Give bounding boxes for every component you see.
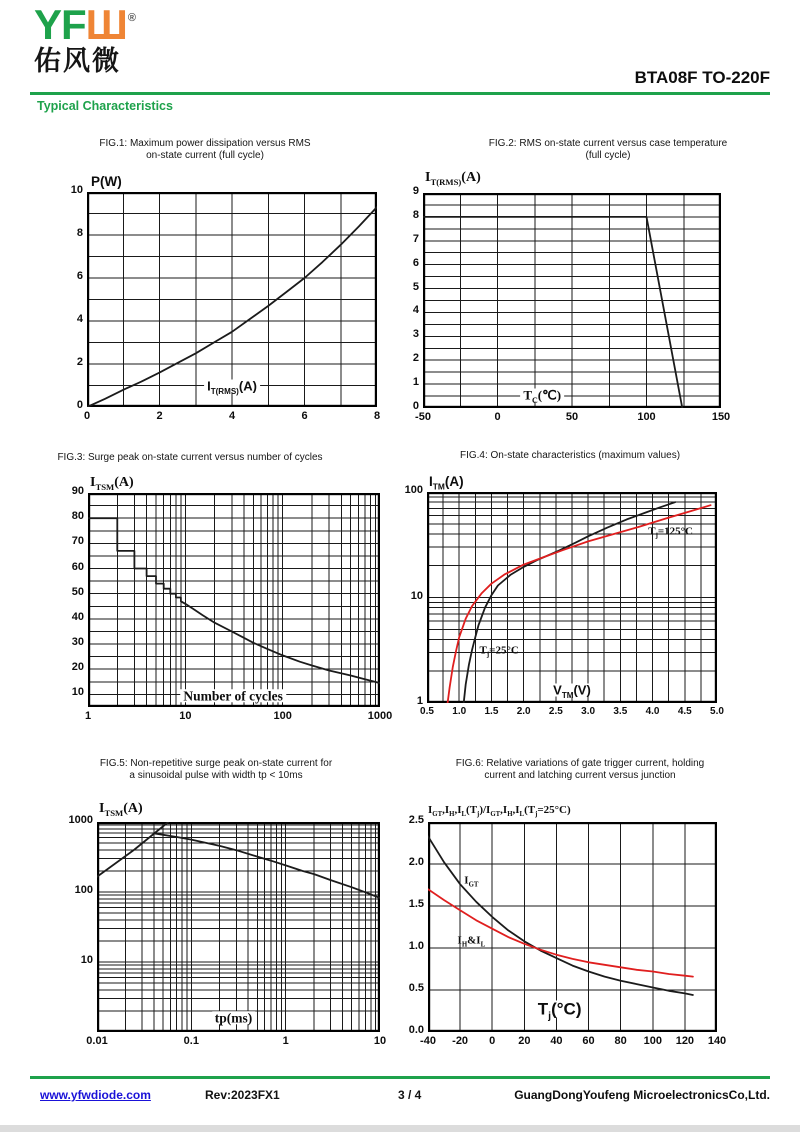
x-tick-label: 50 bbox=[565, 411, 579, 423]
x-tick-label: 2.5 bbox=[548, 706, 563, 717]
x-tick-label: 60 bbox=[582, 1035, 595, 1047]
fig2-plot bbox=[412, 185, 731, 423]
y-tick-label: 10 bbox=[410, 589, 423, 602]
x-tick-label: 3.5 bbox=[613, 706, 628, 717]
x-tick-label: 3.0 bbox=[581, 706, 596, 717]
y-tick-label: 30 bbox=[71, 636, 84, 649]
x-tick-label: 0.01 bbox=[86, 1035, 108, 1047]
figure-caption-line: FIG.5: Non-repetitive surge peak on-state current for bbox=[99, 758, 333, 769]
y-tick-label: 8 bbox=[76, 227, 83, 239]
y-tick-label: 6 bbox=[76, 270, 83, 282]
figure-4 bbox=[400, 448, 770, 738]
x-tick-label: 1 bbox=[282, 1035, 289, 1047]
figure-caption-line: FIG.3: Surge peak on-state current versus number of cycles bbox=[57, 452, 323, 463]
y-tick-label: 60 bbox=[71, 560, 84, 573]
plot-border bbox=[98, 823, 379, 1031]
x-tick-label: 8 bbox=[373, 410, 381, 422]
y-tick-label: 2.5 bbox=[408, 814, 424, 826]
x-tick-label: 140 bbox=[707, 1035, 727, 1047]
fig3-plot bbox=[71, 485, 393, 722]
x-tick-label: 80 bbox=[614, 1035, 627, 1047]
x-tick-label: 0.1 bbox=[183, 1035, 199, 1047]
revision-label: Rev:2023FX1 bbox=[205, 1088, 280, 1102]
figure-caption-line: FIG.1: Maximum power dissipation versus RMS bbox=[99, 138, 311, 149]
y-tick-label: 80 bbox=[71, 510, 84, 523]
y-tick-label: 1000 bbox=[68, 814, 93, 826]
y-tick-label: 5 bbox=[412, 280, 419, 293]
y-tick-label: 100 bbox=[404, 484, 423, 496]
curve-label-125c: $T_j=125^\circ C$ bbox=[648, 525, 693, 540]
registered-mark: ® bbox=[127, 12, 136, 24]
x-axis-label: tp(ms) bbox=[212, 1011, 256, 1025]
fig4-plot bbox=[404, 484, 724, 717]
x-tick-label: 4.0 bbox=[645, 706, 660, 717]
figure-caption bbox=[460, 450, 680, 462]
x-tick-label: -40 bbox=[420, 1035, 436, 1047]
header-rule bbox=[30, 92, 770, 95]
x-tick-label: 20 bbox=[518, 1035, 531, 1047]
y-tick-label: 0.5 bbox=[408, 982, 424, 994]
fig5-plot bbox=[68, 814, 387, 1047]
x-tick-label: 100 bbox=[273, 710, 292, 722]
y-tick-label: 10 bbox=[71, 686, 84, 699]
y-tick-label: 40 bbox=[71, 610, 84, 623]
y-axis-title: $I_{GT},I_H,I_L(T_j)/I_{GT},I_H,I_L(T_j=25^\circ C)$ bbox=[428, 804, 571, 819]
y-tick-label: 0 bbox=[412, 400, 419, 412]
y-axis-title: $I_{TSM}(A)$ bbox=[99, 801, 143, 818]
figure-1 bbox=[40, 136, 390, 436]
x-tick-label: 120 bbox=[675, 1035, 695, 1047]
y-tick-label: 3 bbox=[412, 328, 419, 341]
figure-2 bbox=[400, 136, 770, 436]
chart-canvas bbox=[423, 193, 721, 408]
curve-label-igt: $I_{GT}$ bbox=[464, 874, 479, 889]
logo-chinese-name: 佑风微 bbox=[34, 46, 121, 76]
y-tick-label: 1.0 bbox=[408, 940, 424, 952]
curve-label-ih-il: $I_H\&I_L$ bbox=[457, 934, 486, 949]
y-tick-label: 0 bbox=[76, 399, 83, 411]
y-tick-label: 100 bbox=[74, 884, 93, 896]
chart-canvas bbox=[88, 493, 380, 707]
figure-caption-line: current and latching current versus junction bbox=[484, 770, 676, 781]
figure-6 bbox=[400, 756, 770, 1056]
y-tick-label: 2 bbox=[76, 356, 83, 368]
fig1-plot bbox=[70, 184, 381, 422]
x-tick-label: 5.0 bbox=[710, 706, 724, 717]
y-tick-label: 2 bbox=[412, 352, 419, 365]
section-title: Typical Characteristics bbox=[37, 99, 173, 113]
figure-caption bbox=[57, 452, 322, 464]
chart-canvas bbox=[87, 192, 377, 407]
y-axis-title: $I_{TM}(A)$ bbox=[429, 474, 464, 492]
curve-label-25c: $T_j=25^\circ C$ bbox=[479, 644, 519, 659]
figure-caption-line: on-state current (full cycle) bbox=[146, 150, 264, 161]
y-tick-label: 7 bbox=[412, 232, 419, 245]
y-tick-label: 4 bbox=[412, 304, 419, 317]
chart-canvas bbox=[97, 822, 380, 1032]
x-axis-label: $T_j(^\circ C)$ bbox=[535, 1001, 585, 1018]
y-axis-title: $I_{T(RMS)}(A)$ bbox=[425, 170, 481, 187]
figure-3 bbox=[40, 450, 393, 740]
figure-caption bbox=[456, 758, 704, 782]
logo-w-glyph: Ш bbox=[85, 1, 128, 48]
footer-rule bbox=[30, 1076, 770, 1079]
x-tick-label: -20 bbox=[452, 1035, 469, 1047]
x-tick-label: 150 bbox=[711, 411, 731, 423]
y-tick-label: 8 bbox=[412, 208, 419, 221]
y-axis-title: P(W) bbox=[91, 174, 122, 189]
y-tick-label: 0.0 bbox=[408, 1024, 424, 1036]
figure-caption-line: FIG.6: Relative variations of gate trigger current, holding bbox=[455, 758, 705, 769]
y-tick-label: 70 bbox=[71, 535, 84, 548]
figure-5 bbox=[40, 756, 390, 1056]
x-tick-label: 1000 bbox=[367, 710, 393, 722]
footer bbox=[0, 1088, 800, 1104]
y-tick-label: 10 bbox=[70, 184, 83, 196]
x-tick-label: 10 bbox=[373, 1035, 387, 1047]
figure-caption-line: FIG.2: RMS on-state current versus case temperature bbox=[488, 138, 728, 149]
y-axis-title: $I_{TSM}(A)$ bbox=[90, 475, 134, 492]
page-edge-strip bbox=[0, 1125, 800, 1132]
x-tick-label: -50 bbox=[415, 411, 431, 423]
y-tick-label: 9 bbox=[412, 185, 419, 197]
plot-border bbox=[89, 494, 379, 706]
logo bbox=[34, 1, 136, 76]
x-tick-label: 100 bbox=[637, 411, 656, 423]
y-tick-label: 2.0 bbox=[408, 856, 424, 868]
y-tick-label: 50 bbox=[71, 585, 84, 598]
figure-caption bbox=[100, 758, 332, 782]
x-tick-label: 0.5 bbox=[420, 706, 434, 717]
y-tick-label: 4 bbox=[76, 313, 83, 325]
x-tick-label: 0 bbox=[83, 410, 91, 422]
x-tick-label: 10 bbox=[179, 710, 192, 722]
x-tick-label: 0 bbox=[489, 1035, 496, 1047]
y-tick-label: 6 bbox=[412, 256, 419, 269]
y-tick-label: 1 bbox=[412, 376, 419, 389]
y-tick-label: 1 bbox=[416, 695, 423, 707]
figure-caption bbox=[489, 138, 727, 162]
y-tick-label: 10 bbox=[80, 954, 93, 966]
x-tick-label: 0 bbox=[494, 411, 501, 423]
y-tick-label: 1.5 bbox=[408, 898, 424, 910]
x-tick-label: 4 bbox=[228, 410, 236, 422]
fig6-plot bbox=[408, 814, 727, 1047]
x-tick-label: 2.0 bbox=[516, 706, 531, 717]
website-link[interactable]: www.yfwdiode.com bbox=[40, 1088, 151, 1102]
figure-caption bbox=[99, 138, 310, 162]
y-tick-label: 20 bbox=[71, 661, 84, 674]
x-tick-label: 1 bbox=[84, 710, 92, 722]
x-tick-label: 2 bbox=[156, 410, 163, 422]
x-tick-label: 6 bbox=[301, 410, 308, 422]
y-tick-label: 90 bbox=[71, 485, 84, 497]
x-axis-label: $I_{T(RMS)}(A)$ bbox=[204, 379, 260, 392]
page-number: 3 / 4 bbox=[398, 1088, 422, 1102]
figure-caption-line: (full cycle) bbox=[585, 150, 631, 161]
product-title: BTA08F TO-220F bbox=[634, 68, 770, 87]
x-tick-label: 1.0 bbox=[452, 706, 467, 717]
x-tick-label: 1.5 bbox=[484, 706, 499, 717]
chart-canvas bbox=[427, 492, 717, 703]
x-axis-label: $V_{TM}(V)$ bbox=[550, 684, 594, 697]
x-axis-label: Number of cycles bbox=[180, 689, 285, 703]
figure-caption-line: FIG.4: On-state characteristics (maximum values) bbox=[459, 450, 681, 461]
x-tick-label: 40 bbox=[550, 1035, 563, 1047]
x-tick-label: 100 bbox=[643, 1035, 662, 1047]
figure-caption-line: a sinusoidal pulse with width tp < 10ms bbox=[129, 770, 303, 781]
company-name: GuangDongYoufeng MicroelectronicsCo,Ltd. bbox=[514, 1088, 770, 1102]
x-axis-label: $T_C(℃)$ bbox=[520, 388, 564, 401]
x-tick-label: 4.5 bbox=[677, 706, 692, 717]
logo-yf-text: YF bbox=[34, 1, 86, 48]
